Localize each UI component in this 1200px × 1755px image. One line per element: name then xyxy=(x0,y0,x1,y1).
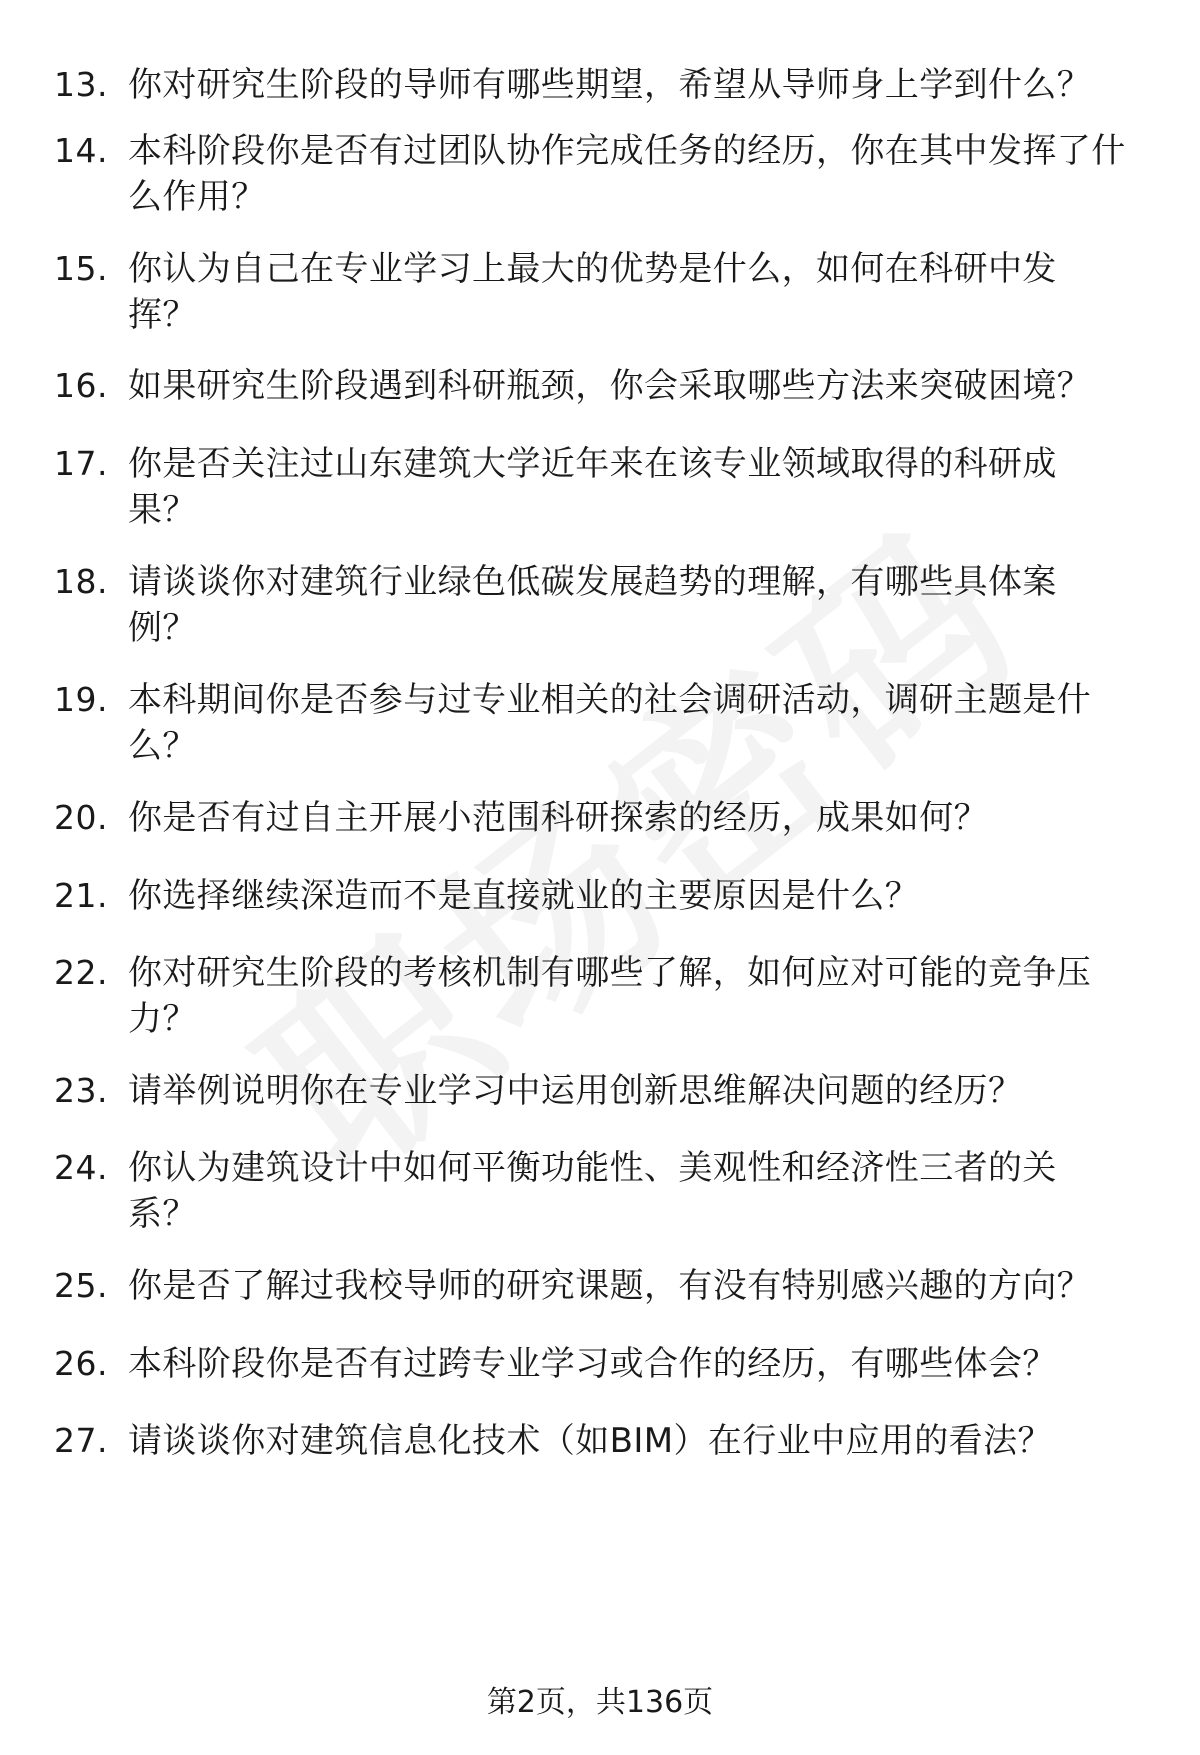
question-text: 你是否了解过我校导师的研究课题，有没有特别感兴趣的方向？ xyxy=(128,1266,1092,1306)
question-text: 请举例说明你在专业学习中运用创新思维解决问题的经历？ xyxy=(128,1071,1023,1111)
question-text: 你认为建筑设计中如何平衡功能性、美观性和经济性三者的关系？ xyxy=(128,1148,1057,1234)
question-number: 18. xyxy=(54,562,108,601)
question-number: 22. xyxy=(54,953,108,992)
question-text: 请谈谈你对建筑行业绿色低碳发展趋势的理解，有哪些具体案例？ xyxy=(128,562,1057,648)
question-number: 24. xyxy=(54,1148,108,1187)
question-text: 本科阶段你是否有过团队协作完成任务的经历，你在其中发挥了什么作用？ xyxy=(128,131,1126,217)
question-text: 你是否有过自主开展小范围科研探索的经历，成果如何？ xyxy=(128,798,988,838)
question-number: 20. xyxy=(54,798,108,837)
question-text: 你对研究生阶段的考核机制有哪些了解，如何应对可能的竞争压力？ xyxy=(128,953,1092,1039)
question-text: 你对研究生阶段的导师有哪些期望，希望从导师身上学到什么？ xyxy=(128,65,1092,105)
question-number: 21. xyxy=(54,876,108,915)
question-number: 14. xyxy=(54,131,108,170)
page-footer: 第2页，共136页 xyxy=(486,1685,714,1720)
question-number: 25. xyxy=(54,1266,108,1305)
question-text: 请谈谈你对建筑信息化技术（如BIM）在行业中应用的看法？ xyxy=(128,1421,1052,1461)
question-text: 你选择继续深造而不是直接就业的主要原因是什么？ xyxy=(128,876,920,916)
question-text: 你认为自己在专业学习上最大的优势是什么，如何在科研中发挥？ xyxy=(128,249,1057,335)
question-number: 27. xyxy=(54,1421,108,1460)
question-number: 26. xyxy=(54,1344,108,1383)
question-number: 19. xyxy=(54,680,108,719)
question-number: 13. xyxy=(54,65,108,104)
question-text: 你是否关注过山东建筑大学近年来在该专业领域取得的科研成果？ xyxy=(128,444,1057,530)
question-number: 15. xyxy=(54,249,108,288)
question-number: 23. xyxy=(54,1071,108,1110)
question-text: 如果研究生阶段遇到科研瓶颈，你会采取哪些方法来突破困境？ xyxy=(128,366,1092,406)
question-text: 本科阶段你是否有过跨专业学习或合作的经历，有哪些体会？ xyxy=(128,1344,1057,1384)
question-number: 16. xyxy=(54,366,108,405)
question-text: 本科期间你是否参与过专业相关的社会调研活动，调研主题是什么？ xyxy=(128,680,1092,766)
question-number: 17. xyxy=(54,444,108,483)
